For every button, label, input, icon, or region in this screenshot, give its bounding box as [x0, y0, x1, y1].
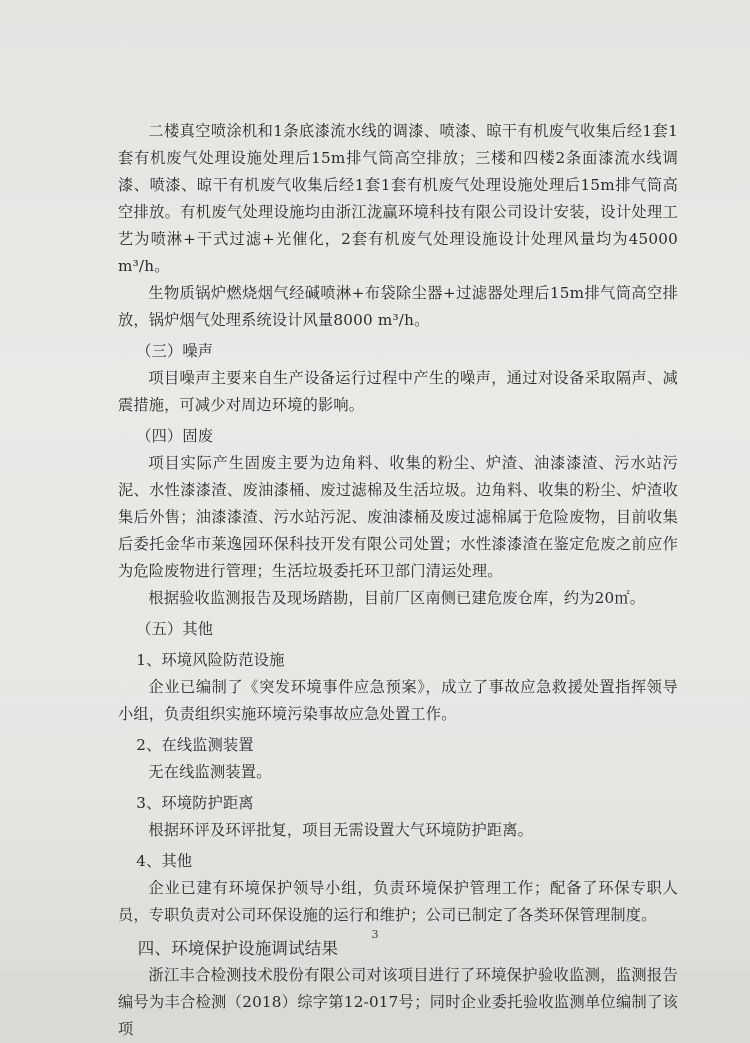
paragraph-noise: 项目噪声主要来自生产设备运行过程中产生的噪声，通过对设备采取隔声、减震措施，可减少对周边环境的影响。: [118, 369, 678, 414]
paragraph-organic-exhaust: 二楼真空喷涂机和1条底漆流水线的调漆、喷漆、晾干有机废气收集后经1套1套有机废气处理设施处理后15m排气筒高空排放；三楼和四楼2条面漆流水线调漆、喷漆、晾干有机废气收集后经1套1套有机废气处理设施处理后15m排气筒高空排放。有机废气处理设施均由浙江泷赢环境科技有限公司设计安装，设计处理工艺为喷淋+干式过滤+光催化，2套有机废气处理设施设计处理风量均为45000 m³/h。: [118, 122, 678, 275]
section-heading-other: （五）其他: [136, 620, 214, 638]
section-heading-noise: （三）噪声: [136, 342, 214, 360]
paragraph-boiler-exhaust: 生物质锅炉燃烧烟气经碱喷淋+布袋除尘器+过滤器处理后15m排气筒高空排放，锅炉烟气处理系统设计风量8000 m³/h。: [118, 284, 678, 329]
paragraph-monitoring-report: 浙江丰合检测技术股份有限公司对该项目进行了环境保护验收监测，监测报告编号为丰合检测（2018）综字第12-017号；同时企业委托验收监测单位编制了该项: [118, 966, 678, 1038]
paragraph-env-management: 企业已建有环境保护领导小组，负责环境保护管理工作；配备了环保专职人员，专职负责对公司环保设施的运行和维护；公司已制定了各类环保管理制度。: [118, 879, 678, 924]
paragraph-online-monitoring: 无在线监测装置。: [148, 763, 272, 781]
section-heading-debug-results: 四、环境保护设施调试结果: [137, 939, 339, 958]
section-heading-solid-waste: （四）固废: [136, 427, 214, 445]
page-number: 3: [371, 928, 379, 941]
subheading-protection-distance: 3、环境防护距离: [136, 794, 254, 812]
paragraph-solid-waste: 项目实际产生固废主要为边角料、收集的粉尘、炉渣、油漆漆渣、污水站污泥、水性漆漆渣、废油漆桶、废过滤棉及生活垃圾。边角料、收集的粉尘、炉渣收集后外售；油漆漆渣、污水站污泥、废油漆桶及废过滤棉属于危险废物，目前收集后委托金华市莱逸园环保科技开发有限公司处置；水性漆漆渣在鉴定危废之前应作为危险废物进行管理；生活垃圾委托环卫部门清运处理。: [118, 454, 678, 580]
paragraph-hazardous-warehouse: 根据验收监测报告及现场踏勘，目前厂区南侧已建危废仓库，约为20㎡。: [148, 589, 646, 607]
subheading-other: 4、其他: [136, 852, 193, 870]
paragraph-emergency-plan: 企业已编制了《突发环境事件应急预案》，成立了事故应急救援处置指挥领导小组，负责组织实施环境污染事故应急处置工作。: [118, 678, 678, 723]
paragraph-protection-distance: 根据环评及环评批复，项目无需设置大气环境防护距离。: [148, 821, 534, 839]
subheading-online-monitoring: 2、在线监测装置: [136, 736, 254, 754]
subheading-risk-prevention: 1、环境风险防范设施: [136, 651, 285, 669]
document-body: [118, 118, 678, 1043]
